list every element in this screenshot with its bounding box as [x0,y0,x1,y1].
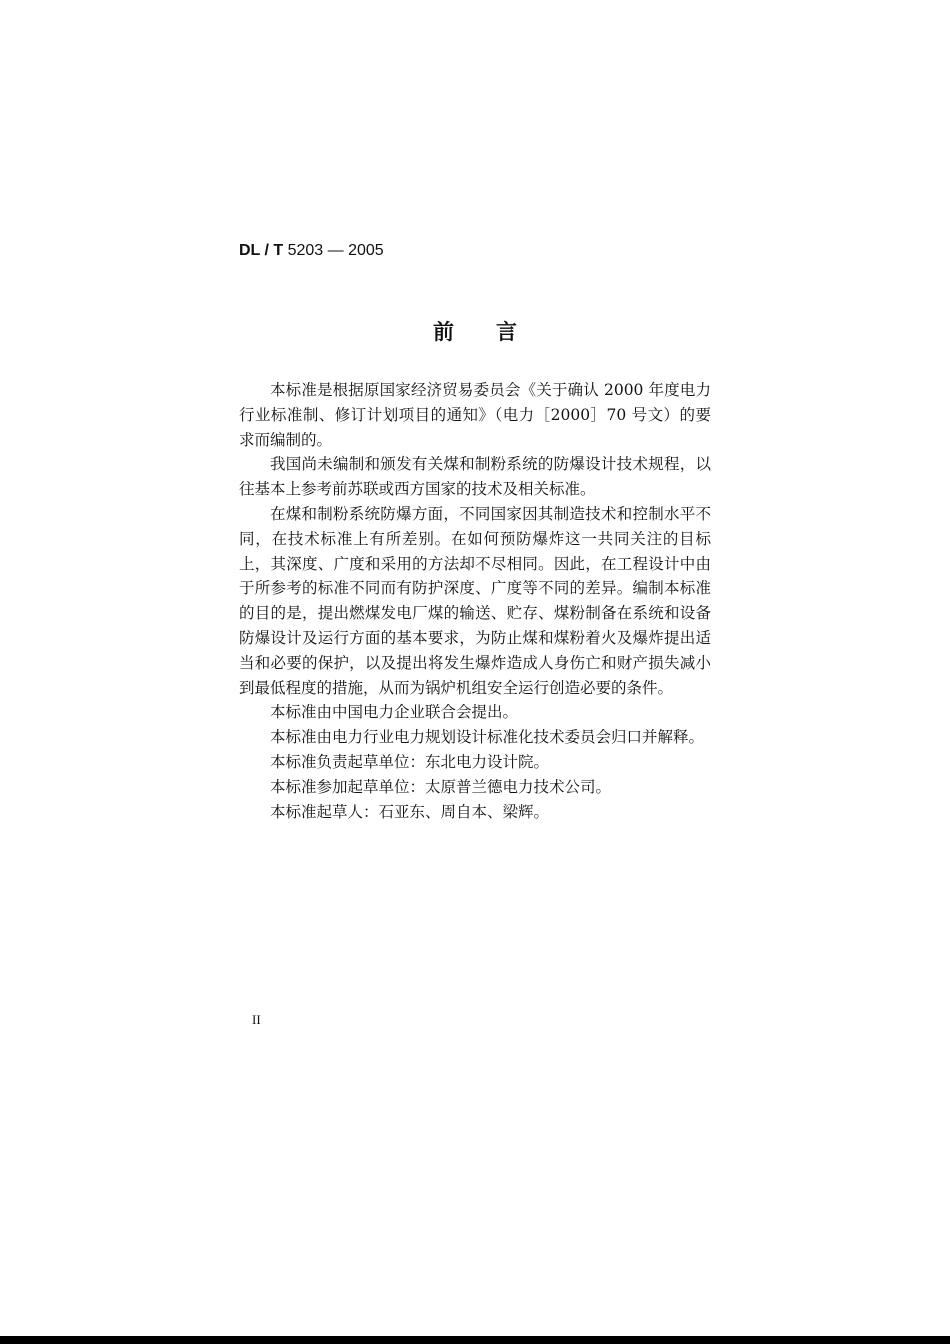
standard-code [239,242,384,260]
standard-code-prefix: DL / T [239,242,284,259]
paragraph-source: 本标准是根据原国家经济贸易委员会《关于确认 2000 年度电力行业标准制、修订计划项目的通知》（电力［2000］70 号文）的要求而编制的。 [239,381,711,449]
paragraph-background: 我国尚未编制和颁发有关煤和制粉系统的防爆设计技术规程，以往基本上参考前苏联或西方国家的技术及相关标准。 [239,455,711,499]
foreword-body [239,378,711,824]
standard-code-separator: — [327,242,344,259]
page-number: II [252,1012,261,1027]
paragraph-interpretation: 本标准由电力行业电力规划设计标准化技术委员会归口并解释。 [270,728,705,747]
paragraph-proposer: 本标准由中国电力企业联合会提出。 [270,703,519,722]
page-title: 前言 [433,320,559,344]
standard-code-year: 2005 [348,242,384,259]
paragraph-lead-drafter: 本标准负责起草单位：东北电力设计院。 [270,752,550,771]
paragraph-co-drafter: 本标准参加起草单位：太原普兰德电力技术公司。 [270,777,612,796]
paragraph-purpose: 在煤和制粉系统防爆方面，不同国家因其制造技术和控制水平不同，在技术标准上有所差别。在如何预防爆炸这一共同关注的目标上，其深度、广度和采用的方法却不尽相同。因此，在工程设计中由于所参考的标准不同而有防护深度、广度等不同的差异。编制本标准的目的是，提出燃煤发电厂煤的输送、贮存、煤粉制备在系统和设备防爆设计及运行方面的基本要求，为防止煤和煤粉着火及爆炸提出适当和必要的保护，以及提出将发生爆炸造成人身伤亡和财产损失减小到最低程度的措施，从而为锅炉机组安全运行创造必要的条件。 [239,504,711,697]
paragraph-authors: 本标准起草人：石亚东、周自本、梁辉。 [270,802,550,821]
standard-code-number: 5203 [287,242,324,259]
bottom-border [0,1336,950,1344]
